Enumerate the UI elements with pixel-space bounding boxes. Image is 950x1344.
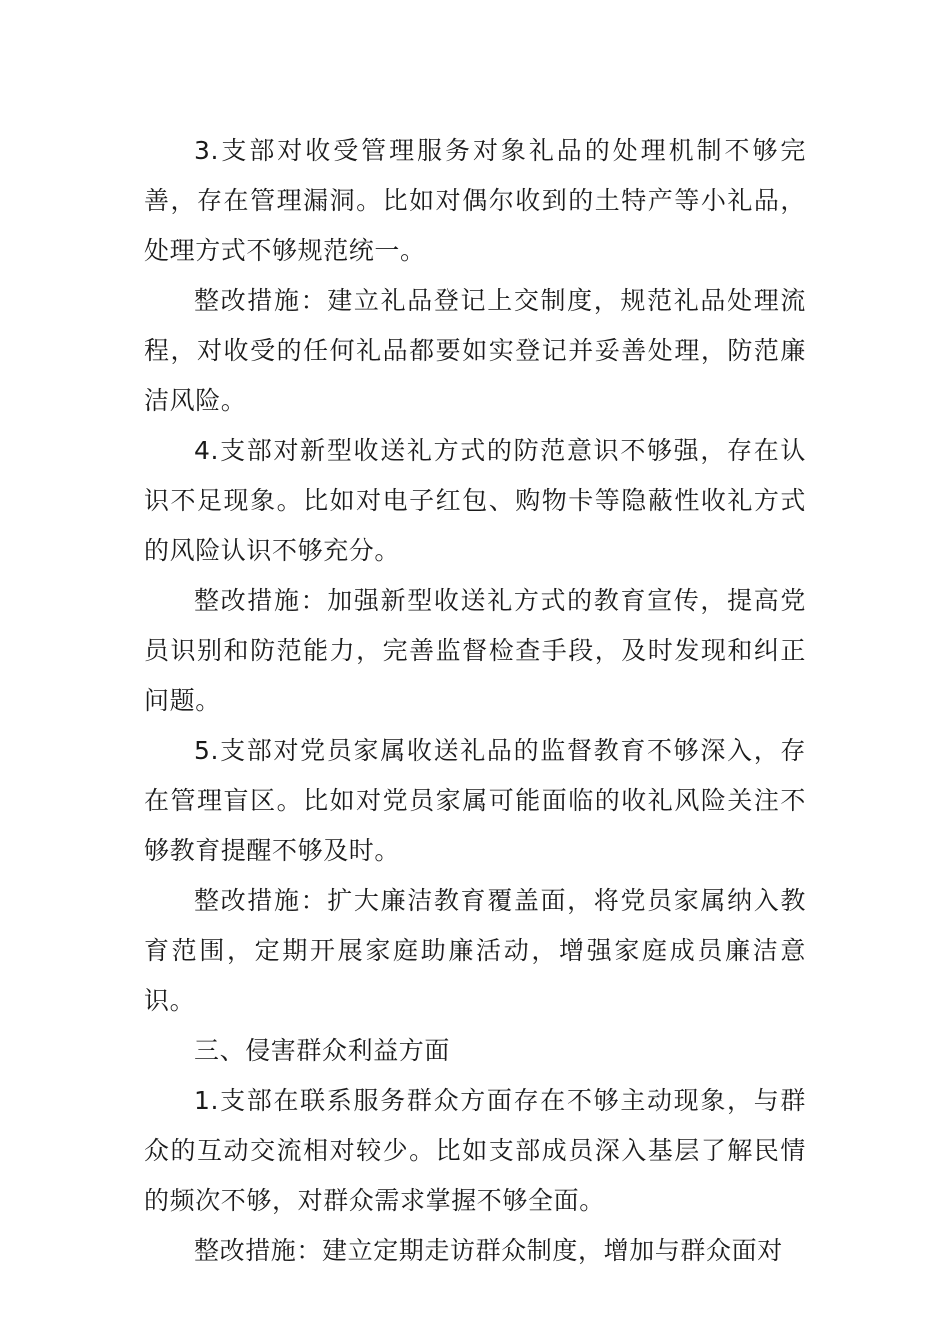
paragraph-issue-5: 5.支部对党员家属收送礼品的监督教育不够深入，存在管理盲区。比如对党员家属可能面临的收礼风险关注不够教育提醒不够及时。 (144, 736, 806, 865)
document-body (144, 126, 806, 1276)
paragraph-measure-3: 整改措施：建立礼品登记上交制度，规范礼品处理流程，对收受的任何礼品都要如实登记并妥善处理，防范廉洁风险。 (144, 286, 806, 415)
paragraph-section3-issue-1: 1.支部在联系服务群众方面存在不够主动现象，与群众的互动交流相对较少。比如支部成员深入基层了解民情的频次不够，对群众需求掌握不够全面。 (144, 1086, 806, 1215)
paragraph-measure-4: 整改措施：加强新型收送礼方式的教育宣传，提高党员识别和防范能力，完善监督检查手段，及时发现和纠正问题。 (144, 586, 806, 715)
paragraph-section3-measure-1: 整改措施：建立定期走访群众制度，增加与群众面对 (194, 1236, 783, 1265)
paragraph-measure-5: 整改措施：扩大廉洁教育覆盖面，将党员家属纳入教育范围，定期开展家庭助廉活动，增强家庭成员廉洁意识。 (144, 886, 806, 1015)
paragraph-issue-3: 3.支部对收受管理服务对象礼品的处理机制不够完善，存在管理漏洞。比如对偶尔收到的土特产等小礼品，处理方式不够规范统一。 (144, 136, 806, 265)
paragraph-issue-4: 4.支部对新型收送礼方式的防范意识不够强，存在认识不足现象。比如对电子红包、购物卡等隐蔽性收礼方式的风险认识不够充分。 (144, 436, 806, 565)
section-heading: 三、侵害群众利益方面 (194, 1036, 451, 1065)
